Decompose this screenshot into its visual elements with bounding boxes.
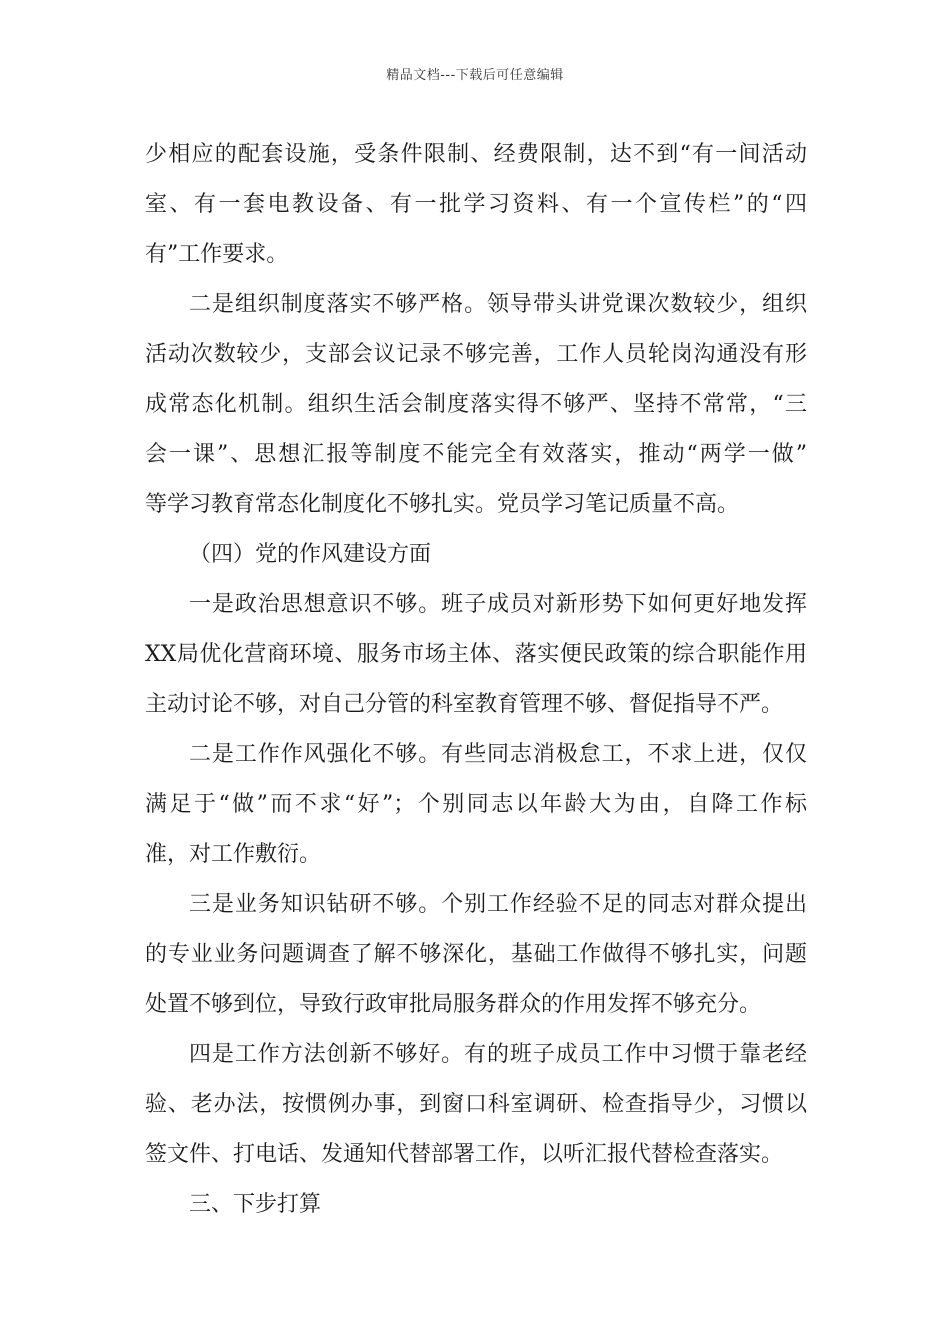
text-line: 少相应的配套设施，受条件限制、经费限制，达不到“有一间活动 <box>145 142 807 167</box>
paragraph-start-line: 四是工作方法创新不够好。有的班子成员工作中习惯于靠老经 <box>189 1042 807 1067</box>
text-line: 满足于“做”而不求“好”；个别同志以年龄大为由，自降工作标 <box>145 792 807 817</box>
section-heading: （四）党的作风建设方面 <box>189 542 432 567</box>
paragraph-start-line: 一是政治思想意识不够。班子成员对新形势下如何更好地发挥 <box>189 592 807 617</box>
text-line: 成常态化机制。组织生活会制度落实得不够严、坚持不常常，“三 <box>145 392 807 417</box>
text-line: 的专业业务问题调查了解不够深化，基础工作做得不够扎实，问题 <box>145 942 807 967</box>
text-line: 签文件、打电话、发通知代替部署工作，以听汇报代替检查落实。 <box>145 1142 784 1167</box>
text-line: 准，对工作敷衍。 <box>145 842 322 867</box>
text-line: XX局优化营商环境、服务市场主体、落实便民政策的综合职能作用 <box>145 642 807 667</box>
paragraph-start-line: 二是工作作风强化不够。有些同志消极怠工，不求上进，仅仅 <box>189 742 807 767</box>
text-line: 会一课”、思想汇报等制度不能完全有效落实，推动“两学一做” <box>145 442 807 467</box>
text-line: 室、有一套电教设备、有一批学习资料、有一个宣传栏”的“四 <box>145 192 807 217</box>
text-line: 等学习教育常态化制度化不够扎实。党员学习笔记质量不高。 <box>145 492 740 517</box>
paragraph-start-line: 三是业务知识钻研不够。个别工作经验不足的同志对群众提出 <box>189 892 807 917</box>
document-body <box>145 130 807 1230</box>
section-heading: 三、下步打算 <box>189 1192 322 1217</box>
text-line: 有”工作要求。 <box>145 242 289 267</box>
paragraph-start-line: 二是组织制度落实不够严格。领导带头讲党课次数较少，组织 <box>189 292 807 317</box>
page-header: 精品文档---下载后可任意编辑 <box>386 68 564 83</box>
text-line: 主动讨论不够，对自己分管的科室教育管理不够、督促指导不严。 <box>145 692 784 717</box>
text-line: 验、老办法，按惯例办事，到窗口科室调研、检查指导少，习惯以 <box>145 1092 807 1117</box>
text-line: 活动次数较少，支部会议记录不够完善，工作人员轮岗沟通没有形 <box>145 342 807 367</box>
text-line: 处置不够到位，导致行政审批局服务群众的作用发挥不够充分。 <box>145 992 762 1017</box>
